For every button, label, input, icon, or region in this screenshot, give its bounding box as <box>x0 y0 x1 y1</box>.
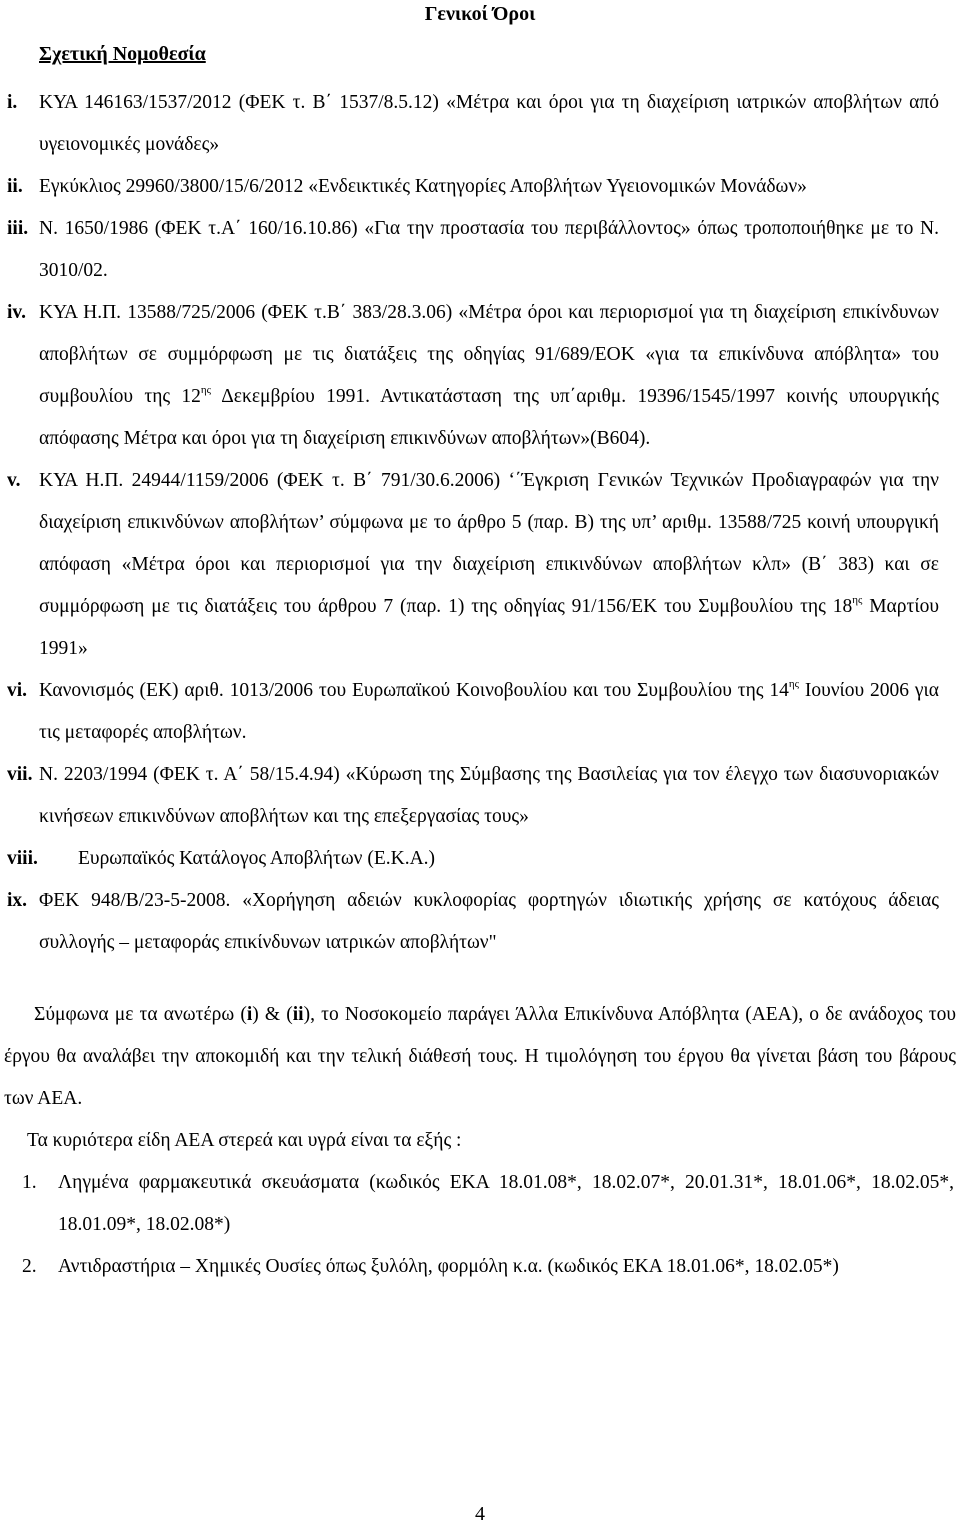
superscript: ης <box>852 594 863 606</box>
section-heading: Σχετική Νομοθεσία <box>39 43 206 65</box>
list-item-text: Ν. 1650/1986 (ΦΕΚ τ.Α΄ 160/16.10.86) «Για την προστασία του περιβάλλοντος» όπως τροποποιήθηκε με το Ν. 3010/02. <box>39 218 939 281</box>
list-item-text: ΚΥΑ Η.Π. 24944/1159/2006 (ΦΕΚ τ. Β΄ 791/30.6.2006) ‘΄Έγκριση Γενικών Τεχνικών Προδιαγραφών για την διαχείριση επικινδύνων αποβλήτων’ σύμφωνα με το άρθρο 5 (παρ. Β) της υπ’ αριθμ. 13588/725 κοινή υπουργική απόφαση «Μέτρα όροι και περιορισμοί για την διαχείριση επικινδύνων αποβλήτων κλπ» (Β΄ 383) και σε συμμόρφωση με τις διατάξεις του άρθρου 7 (παρ. 1) της οδηγίας 91/156/ΕΚ του Συμβουλίου της $18^{\eta\varsigma}$ Μαρτίου 1991» <box>39 470 939 659</box>
list-item-text: Κανονισμός (ΕΚ) αριθ. 1013/2006 του Ευρωπαϊκού Κοινοβουλίου και του Συμβουλίου της $14^{\eta\varsigma}$ Ιουνίου 2006 για τις μεταφορές αποβλήτων. <box>39 678 939 743</box>
list-marker: i. <box>7 92 18 113</box>
list-marker: iii. <box>7 218 29 239</box>
list-item-text: Εγκύκλιος 29960/3800/15/6/2012 «Ενδεικτικές Κατηγορίες Αποβλήτων Υγειονομικών Μονάδων» <box>39 176 807 197</box>
list-item-text: ΦΕΚ 948/Β/23-5-2008. «Χορήγηση αδειών κυκλοφορίας φορτηγών ιδιωτικής χρήσης σε κατόχους άδειας συλλογής – μεταφοράς επικίνδυνων ιατρικών αποβλήτων" <box>39 890 939 953</box>
list-marker: v. <box>7 470 21 491</box>
lead-sentence: Τα κυριότερα είδη ΑΕΑ στερεά και υγρά είναι τα εξής : <box>27 1130 462 1151</box>
spacer <box>0 964 960 994</box>
list-item <box>0 166 960 208</box>
list-marker: iv. <box>7 302 26 323</box>
list-item-text: ΚΥΑ 146163/1537/2012 (ΦΕΚ τ. Β΄ 1537/8.5.12) «Μέτρα και όροι για τη διαχείριση ιατρικών αποβλήτων από υγειονομικές μονάδες» <box>39 92 939 155</box>
list-marker: ix. <box>7 890 28 911</box>
list-marker: vi. <box>7 680 28 701</box>
list-item <box>0 292 960 460</box>
list-item <box>0 880 960 964</box>
numbered-item <box>0 1162 960 1246</box>
page-number: 4 <box>475 1503 485 1525</box>
list-item <box>0 754 960 838</box>
list-item <box>0 460 960 670</box>
number-marker: 1. <box>22 1172 37 1193</box>
list-marker: ii. <box>7 176 23 197</box>
list-item-text: Ευρωπαϊκός Κατάλογος Αποβλήτων (Ε.Κ.Α.) <box>78 848 436 869</box>
numbered-item-text: Ληγμένα φαρμακευτικά σκευάσματα (κωδικός ΕΚΑ 18.01.08*, 18.02.07*, 20.01.31*, 18.01.06*, 18.02.05*, 18.01.09*, 18.02.08*) <box>58 1172 954 1235</box>
list-item-text: ΚΥΑ Η.Π. 13588/725/2006 (ΦΕΚ τ.Β΄ 383/28.3.06) «Μέτρα όροι και περιορισμοί για τη διαχείριση επικίνδυνων αποβλήτων σε συμμόρφωση με τις διατάξεις της οδηγίας 91/689/ΕΟΚ «για τα επικίνδυνα απόβλητα» του συμβουλίου της $12^{\eta\varsigma}$ Δεκεμβρίου 1991. Αντικατάσταση της υπ΄αριθμ. 19396/1545/1997 κοινής υπουργικής απόφασης Μέτρα και όροι για τη διαχείριση επικινδύνων αποβλήτων»(Β604). <box>39 302 939 449</box>
list-marker: viii. <box>7 848 38 869</box>
list-item <box>0 670 960 754</box>
numbered-item <box>0 1246 960 1288</box>
superscript: ης <box>788 678 799 690</box>
superscript: ης <box>200 384 212 396</box>
list-item <box>0 82 960 166</box>
legislation-list <box>0 82 960 1288</box>
list-item-text: Ν. 2203/1994 (ΦΕΚ τ. Α΄ 58/15.4.94) «Κύρωση της Σύμβασης της Βασιλείας για τον έλεγχο των διασυνοριακών κινήσεων επικινδύνων αποβλήτων και της επεξεργασίας τους» <box>39 764 939 827</box>
number-marker: 2. <box>22 1256 37 1277</box>
list-item <box>0 208 960 292</box>
numbered-item-text: Αντιδραστήρια – Χημικές Ουσίες όπως ξυλόλη, φορμόλη κ.α. (κωδικός ΕΚΑ 18.01.06*, 18.02.05*) <box>58 1256 839 1277</box>
body-paragraph: Σύμφωνα με τα ανωτέρω (i) & (ii), το Νοσοκομείο παράγει Άλλα Επικίνδυνα Απόβλητα (ΑΕΑ), ο δε ανάδοχος του έργου θα αναλάβει την αποκομιδή και την τελική διάθεσή τους. Η τιμολόγηση του έργου θα γίνεται βάση του βάρους των ΑΕΑ. <box>4 1004 957 1109</box>
list-item <box>0 838 960 880</box>
list-marker: vii. <box>7 764 33 785</box>
page-title: Γενικοί Όροι <box>424 3 536 25</box>
